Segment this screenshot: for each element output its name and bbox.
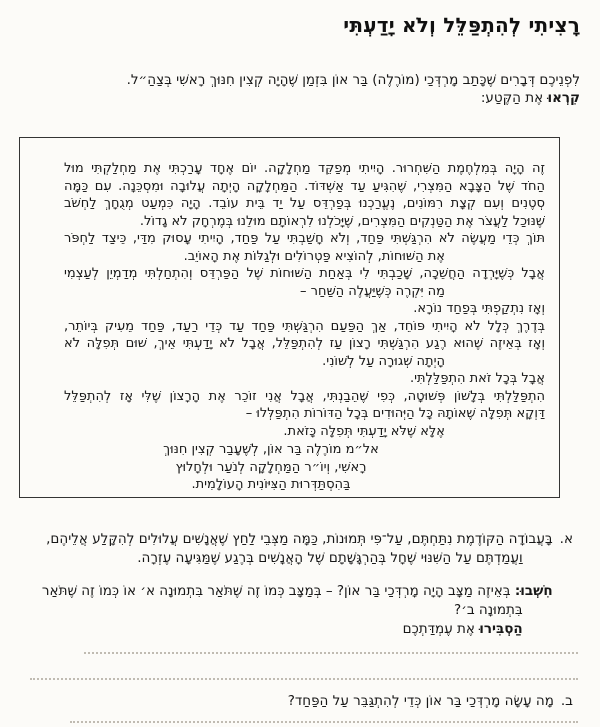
answer-line [70, 721, 578, 723]
passage-line: וְאָז נִתְקַפְתִּי בְּפַחַד נוֹרָא. [413, 301, 545, 316]
passage-line: סְטֶנִים וְעִם קְצָת רִמּוֹנִים, נֶעֱרַכְנוּ בְּפַרְדֵּס עַל יַד בֵּית עוֹבֵד. הָיָה כִּמְעַט מְגֻחָךְ לַחְשֹׁב [64, 196, 545, 211]
think-prompt-line-2: בִּתְמוּנָה ב׳? [454, 602, 523, 618]
intro-line-1: לִפְנֵיכֶם דְּבָרִים שֶׁכָּתַב מָרְדְּכַי (מוֹרֶלֶה) בַּר אוֹן בִּזְמַן שֶׁהָיָה קְצִין חִנּוּךְ רָאשִׁי בְּצַהַ״ל. [126, 72, 580, 88]
task-a-line-1: בָּעֲבוֹדָה הַקּוֹדֶמֶת נִתַּחְתֶּם, עַל־פִּי תְּמוּנוֹת, כַּמָּה מַצְּבֵי לַחַץ שֶׁאֲנָשִׁים עֲלוּלִים לְהִקָּלַע אֲלֵיהֶם, [46, 531, 553, 547]
explain-prompt-rest: אֶת עֶמְדַּתְכֶם [402, 621, 480, 637]
explain-prompt [28, 620, 553, 639]
task-b [40, 692, 573, 711]
passage-line: אֲבָל כְּשֶׁיָּרְדָה הַחֲשֵׁכָה, שָׁכַבְתִּי לִי בְּאַחַת הַשּׁוּחוֹת שֶׁל הַפַּרְדֵּס וְהִתְחַלְתִּי מְדַמְיֵן לְעַצְמִי [64, 266, 545, 281]
think-prompt-bold: חִשְׁבוּ: [514, 583, 553, 599]
passage-line: שֶׁנּוּכַל לַעֲצֹר אֶת הַטַּנְקִים הַמִּצְרִים, שֶׁיָּכֹלְנוּ לִרְאוֹתָם מוּלֵנוּ בְּמֶרְחָק לֹא גָדוֹל. [139, 213, 545, 229]
passage-line: בְּדֶרֶךְ כְּלָל לֹא הָיִיתִי פּוֹחֵד, אַךְ הַפַּעַם הִרְגַּשְׁתִּי פַּחַד עַד כְּדֵי רַעַד, פַּחַד מֵעִיק בְּיוֹתֵר, [64, 318, 545, 334]
passage-line: מַה יִּקְרֶה כְּשֶׁיַּעֲלֶה הַשַּׁחַר – [300, 283, 445, 299]
answer-line [30, 678, 578, 680]
signature-line: רָאשִׁי, וְיוֹ״ר הַמַּחְלָקָה לְנֹעַר וּלְחָלוּץ [175, 459, 367, 475]
intro-line-2 [20, 89, 580, 107]
read-instruction-bold: קִרְאוּ [547, 90, 580, 106]
passage-line: הָיְתָה שְׁגוּרָה עַל לְשׁוֹנִי. [322, 353, 445, 369]
page-title: רָצִיתִי לְהִתְפַּלֵּל וְלֹא יָדַעְתִּי [343, 13, 580, 37]
passage-line: אֶלָּא שֶׁלֹּא יָדַעְתִּי תְּפִלָּה כָּזֹאת. [283, 423, 445, 439]
passage-line: דַּוְקָא תְּפִלָּה שֶׁאוֹתָהּ כָּל הַיְּהוּדִים בְּכָל הַדּוֹרוֹת הִתְפַּלְּלוּ – [245, 406, 545, 421]
task-a [28, 530, 573, 639]
passage-line: זֶה הָיָה בְּמִלְחֶמֶת הַשִּׁחְרוּר. הָיִיתִי מְפַקֵּד מַחְלָקָה. יוֹם אֶחָד עָרַכְתִּי אֶת מַחְלַקְתִּי מוּל [64, 161, 545, 176]
author-signature [121, 441, 421, 494]
answer-line [84, 652, 578, 654]
task-b-text: מָה עָשָׂה מָרְדְּכַי בַּר אוֹן כְּדֵי לְהִתְגַּבֵּר עַל הַפַּחַד? [287, 693, 554, 709]
passage-line: תּוֹךְ כְּדֵי מַעֲשֶׂה לֹא הִרְגַּשְׁתִּי פַּחַד, וְלֹא חָשַׁבְתִּי עַל פַּחַד, הָיִיתִי עָסוּק מִדַּי, כֵּיצַד לַחְפֹּר [64, 231, 545, 246]
passage-box [19, 137, 560, 498]
passage-line: וְאָז בְּאֵיזֶה שֶׁהוּא רֶגַע הִרְגַּשְׁתִּי רָצוֹן עַז לְהִתְפַּלֵּל, אֲבָל לֹא יָדַעְתִּי אֵיךְ, שׁוּם תְּפִלָּה לֹא [64, 336, 545, 351]
passage-line: הַחֹד שֶׁל הַצָּבָא הַמִּצְרִי, שֶׁהִגִּיעַ עַד אַשְׁדּוֹד. הַמַּחְלָקָה הָיְתָה עֲלוּבָה וּמִסְכֵּנָה. עִם כַּמָּה [64, 178, 545, 194]
passage-line: אֶת הַשּׁוּחוֹת, לְהוֹצִיא פַּטְרוֹלִים וּלְגַלּוֹת אֶת הָאוֹיֵב. [183, 248, 445, 264]
intro-paragraph [20, 71, 580, 107]
signature-line: אל״מ מוֹרֶלֶה בַּר אוֹן, לְשֶׁעָבַר קְצִין חִנּוּךְ [163, 442, 379, 457]
passage-line: הִתְפַּלַּלְתִּי בְּלָשׁוֹן פְּשׁוּטָה, כְּפִי שֶׁהֵבַנְתִּי, אֲבָל אֲנִי זוֹכֵר אֶת הָרָצוֹן שֶׁלִּי אָז לְהִתְפַּלֵּל [64, 388, 545, 404]
think-prompt [28, 582, 553, 601]
task-a-text [28, 530, 553, 639]
task-a-marker: א. [559, 531, 573, 547]
read-instruction-rest: אֶת הַקֶּטַע: [480, 90, 548, 106]
explain-prompt-bold: הַסְבִּירוּ [479, 621, 523, 637]
task-a-line-2: וַעֲמַדְתֶּם עַל הַשִּׁנּוּי שֶׁחָל בְּהַרְגָּשָׁתָם שֶׁל הָאֲנָשִׁים בְּרֶגַע שֶׁמַּגִּיעָה עֶזְרָה. [137, 550, 523, 566]
think-prompt-rest: בְּאֵיזֶה מַצָּב הָיָה מָרְדְּכַי בַּר אוֹן? – בְּמַצָּב כְּמוֹ זֶה שֶׁתֹּאַר בִּתְמוּנָה א׳ אוֹ כְּמוֹ זֶה שֶׁתֹּאַר [41, 583, 515, 599]
passage-line: אֲבָל בְּכָל זֹאת הִתְפַּלַּלְתִּי. [409, 371, 545, 386]
signature-line: בַּהִסְתַּדְּרוּת הַצִּיּוֹנִית הָעוֹלָמִית. [191, 477, 351, 492]
task-b-marker: ב. [560, 693, 573, 709]
